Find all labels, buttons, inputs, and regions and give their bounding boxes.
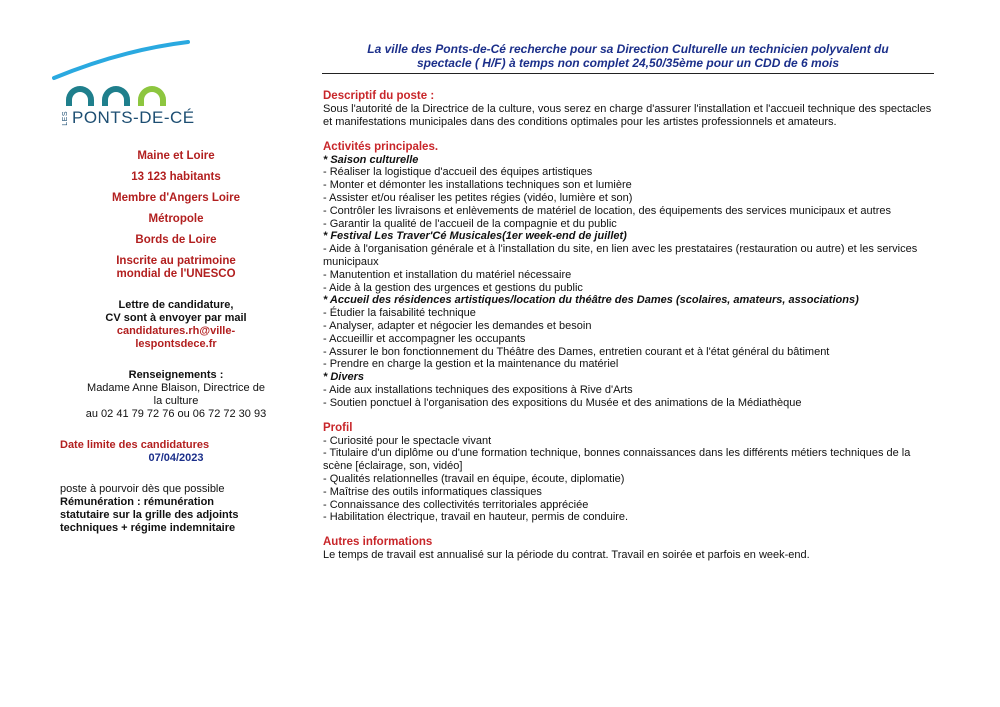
- fact-member: Membre d'Angers Loire: [112, 192, 240, 204]
- fact-department: Maine et Loire: [137, 150, 215, 162]
- saison-item: - Réaliser la logistique d'accueil des équipes artistiques: [323, 166, 593, 179]
- festival-item: - Aide à la gestion des urgences et gestions du public: [323, 281, 583, 294]
- logo-arch-2: [102, 86, 130, 106]
- activites-title: Activités principales.: [323, 140, 439, 153]
- profil-title: Profil: [323, 421, 353, 434]
- autres-title: Autres informations: [323, 536, 433, 549]
- festival-item: - Aide à l'organisation générale et à l'installation du site, en lien avec les prestataires (restauration ou autre) et les services municipaux: [323, 243, 918, 268]
- autres-text: Le temps de travail est annualisé sur la période du contrat. Travail en soirée et parfois en week-end.: [323, 549, 810, 562]
- saison-item: - Monter et démonter les installations techniques son et lumière: [323, 179, 632, 192]
- logo-les: LES: [62, 111, 69, 126]
- saison-item: - Assister et/ou réaliser les petites régies (vidéo, lumière et son): [323, 191, 633, 204]
- fact-population: 13 123 habitants: [131, 171, 221, 183]
- accueil-item: - Analyser, adapter et négocier les demandes et besoin: [323, 319, 592, 332]
- accueil-item: - Assurer le bon fonctionnement du Théâtre des Dames, entretien courant et à l'état général du bâtiment: [323, 345, 830, 358]
- profil-item: - Habilitation électrique, travail en hauteur, permis de conduire.: [323, 511, 629, 524]
- profil-item: - Qualités relationnelles (travail en équipe, écoute, diplomatie): [323, 472, 625, 485]
- info-title: Renseignements :: [128, 369, 224, 381]
- logo-arc: [54, 42, 188, 78]
- divers-item: - Soutien ponctuel à l'organisation des expositions du Musée et des animations de la Médiathèque: [323, 396, 802, 409]
- logo-wordmark: [62, 108, 195, 128]
- position-line-1: poste à pourvoir dès que possible: [60, 483, 225, 495]
- position-line-3: statutaire sur la grille des adjoints: [60, 509, 239, 521]
- festival-title: * Festival Les Traver'Cé Musicales(1er week-end de juillet): [323, 230, 627, 243]
- divers-item: - Aide aux installations techniques des expositions à Rive d'Arts: [323, 383, 633, 396]
- info-line-3: au 02 41 79 72 76 ou 06 72 72 30 93: [85, 408, 267, 420]
- profil-item: - Titulaire d'un diplôme ou d'une formation technique, bonnes connaissances dans les différents métiers techniques de la scène [éclairage, son, vidéo]: [323, 447, 911, 473]
- deadline-date: 07/04/2023: [148, 452, 204, 464]
- festival-item: - Manutention et installation du matériel nécessaire: [323, 268, 572, 281]
- descriptif-text: Sous l'autorité de la Directrice de la culture, vous serez en charge d'assurer l'installation et l'accueil technique des spectacles et manifestations municipales dans des conditions optimales pour les artistes professionnels et amateurs.: [323, 103, 932, 128]
- header-line-1: La ville des Ponts-de-Cé recherche pour sa Direction Culturelle un technicien polyvalent du: [367, 42, 889, 56]
- descriptif-title: Descriptif du poste :: [323, 90, 435, 102]
- application-line-2: CV sont à envoyer par mail: [105, 312, 247, 324]
- saison-title: * Saison culturelle: [323, 153, 419, 166]
- saison-item: - Contrôler les livraisons et enlèvements de matériel de location, des équipements des services municipaux et autres: [323, 204, 892, 217]
- accueil-title: * Accueil des résidences artistiques/location du théâtre des Dames (scolaires, amateurs, associations): [323, 294, 859, 307]
- offer-content: [323, 90, 938, 562]
- fact-loire: Bords de Loire: [135, 234, 217, 246]
- logo-arch-3: [138, 86, 166, 106]
- fact-unesco-1: Inscrite au patrimoine: [116, 255, 236, 267]
- fact-metropole: Métropole: [148, 213, 204, 225]
- info-line-1: Madame Anne Blaison, Directrice de: [87, 382, 265, 394]
- logo-arch-1: [66, 86, 94, 106]
- sidebar: [60, 150, 292, 535]
- application-email-2[interactable]: lespontsdece.fr: [135, 338, 217, 350]
- profil-item: - Maîtrise des outils informatiques classiques: [323, 485, 542, 498]
- position-line-4: techniques + régime indemnitaire: [60, 522, 236, 534]
- application-line-1: Lettre de candidature,: [118, 299, 234, 311]
- position-line-2: Rémunération : rémunération: [60, 496, 215, 508]
- accueil-item: - Étudier la faisabilité technique: [323, 307, 476, 320]
- accueil-item: - Accueillir et accompagner les occupants: [323, 332, 526, 345]
- offer-header: [322, 42, 934, 74]
- accueil-item: - Prendre en charge la gestion et la maintenance du matériel: [323, 358, 619, 371]
- logo-name: PONTS-DE-CÉ: [72, 108, 195, 127]
- profil-item: - Connaissance des collectivités territoriales appréciée: [323, 498, 589, 511]
- divers-title: * Divers: [323, 371, 364, 384]
- deadline-label: Date limite des candidatures: [60, 439, 210, 451]
- saison-item: - Garantir la qualité de l'accueil de la compagnie et du public: [323, 217, 617, 230]
- info-line-2: la culture: [153, 395, 199, 407]
- profil-item: - Curiosité pour le spectacle vivant: [323, 434, 492, 447]
- fact-unesco-2: mondial de l'UNESCO: [116, 268, 236, 280]
- header-line-2: spectacle ( H/F) à temps non complet 24,50/35ème pour un CDD de 6 mois: [416, 56, 840, 70]
- application-email-1[interactable]: candidatures.rh@ville-: [116, 325, 236, 337]
